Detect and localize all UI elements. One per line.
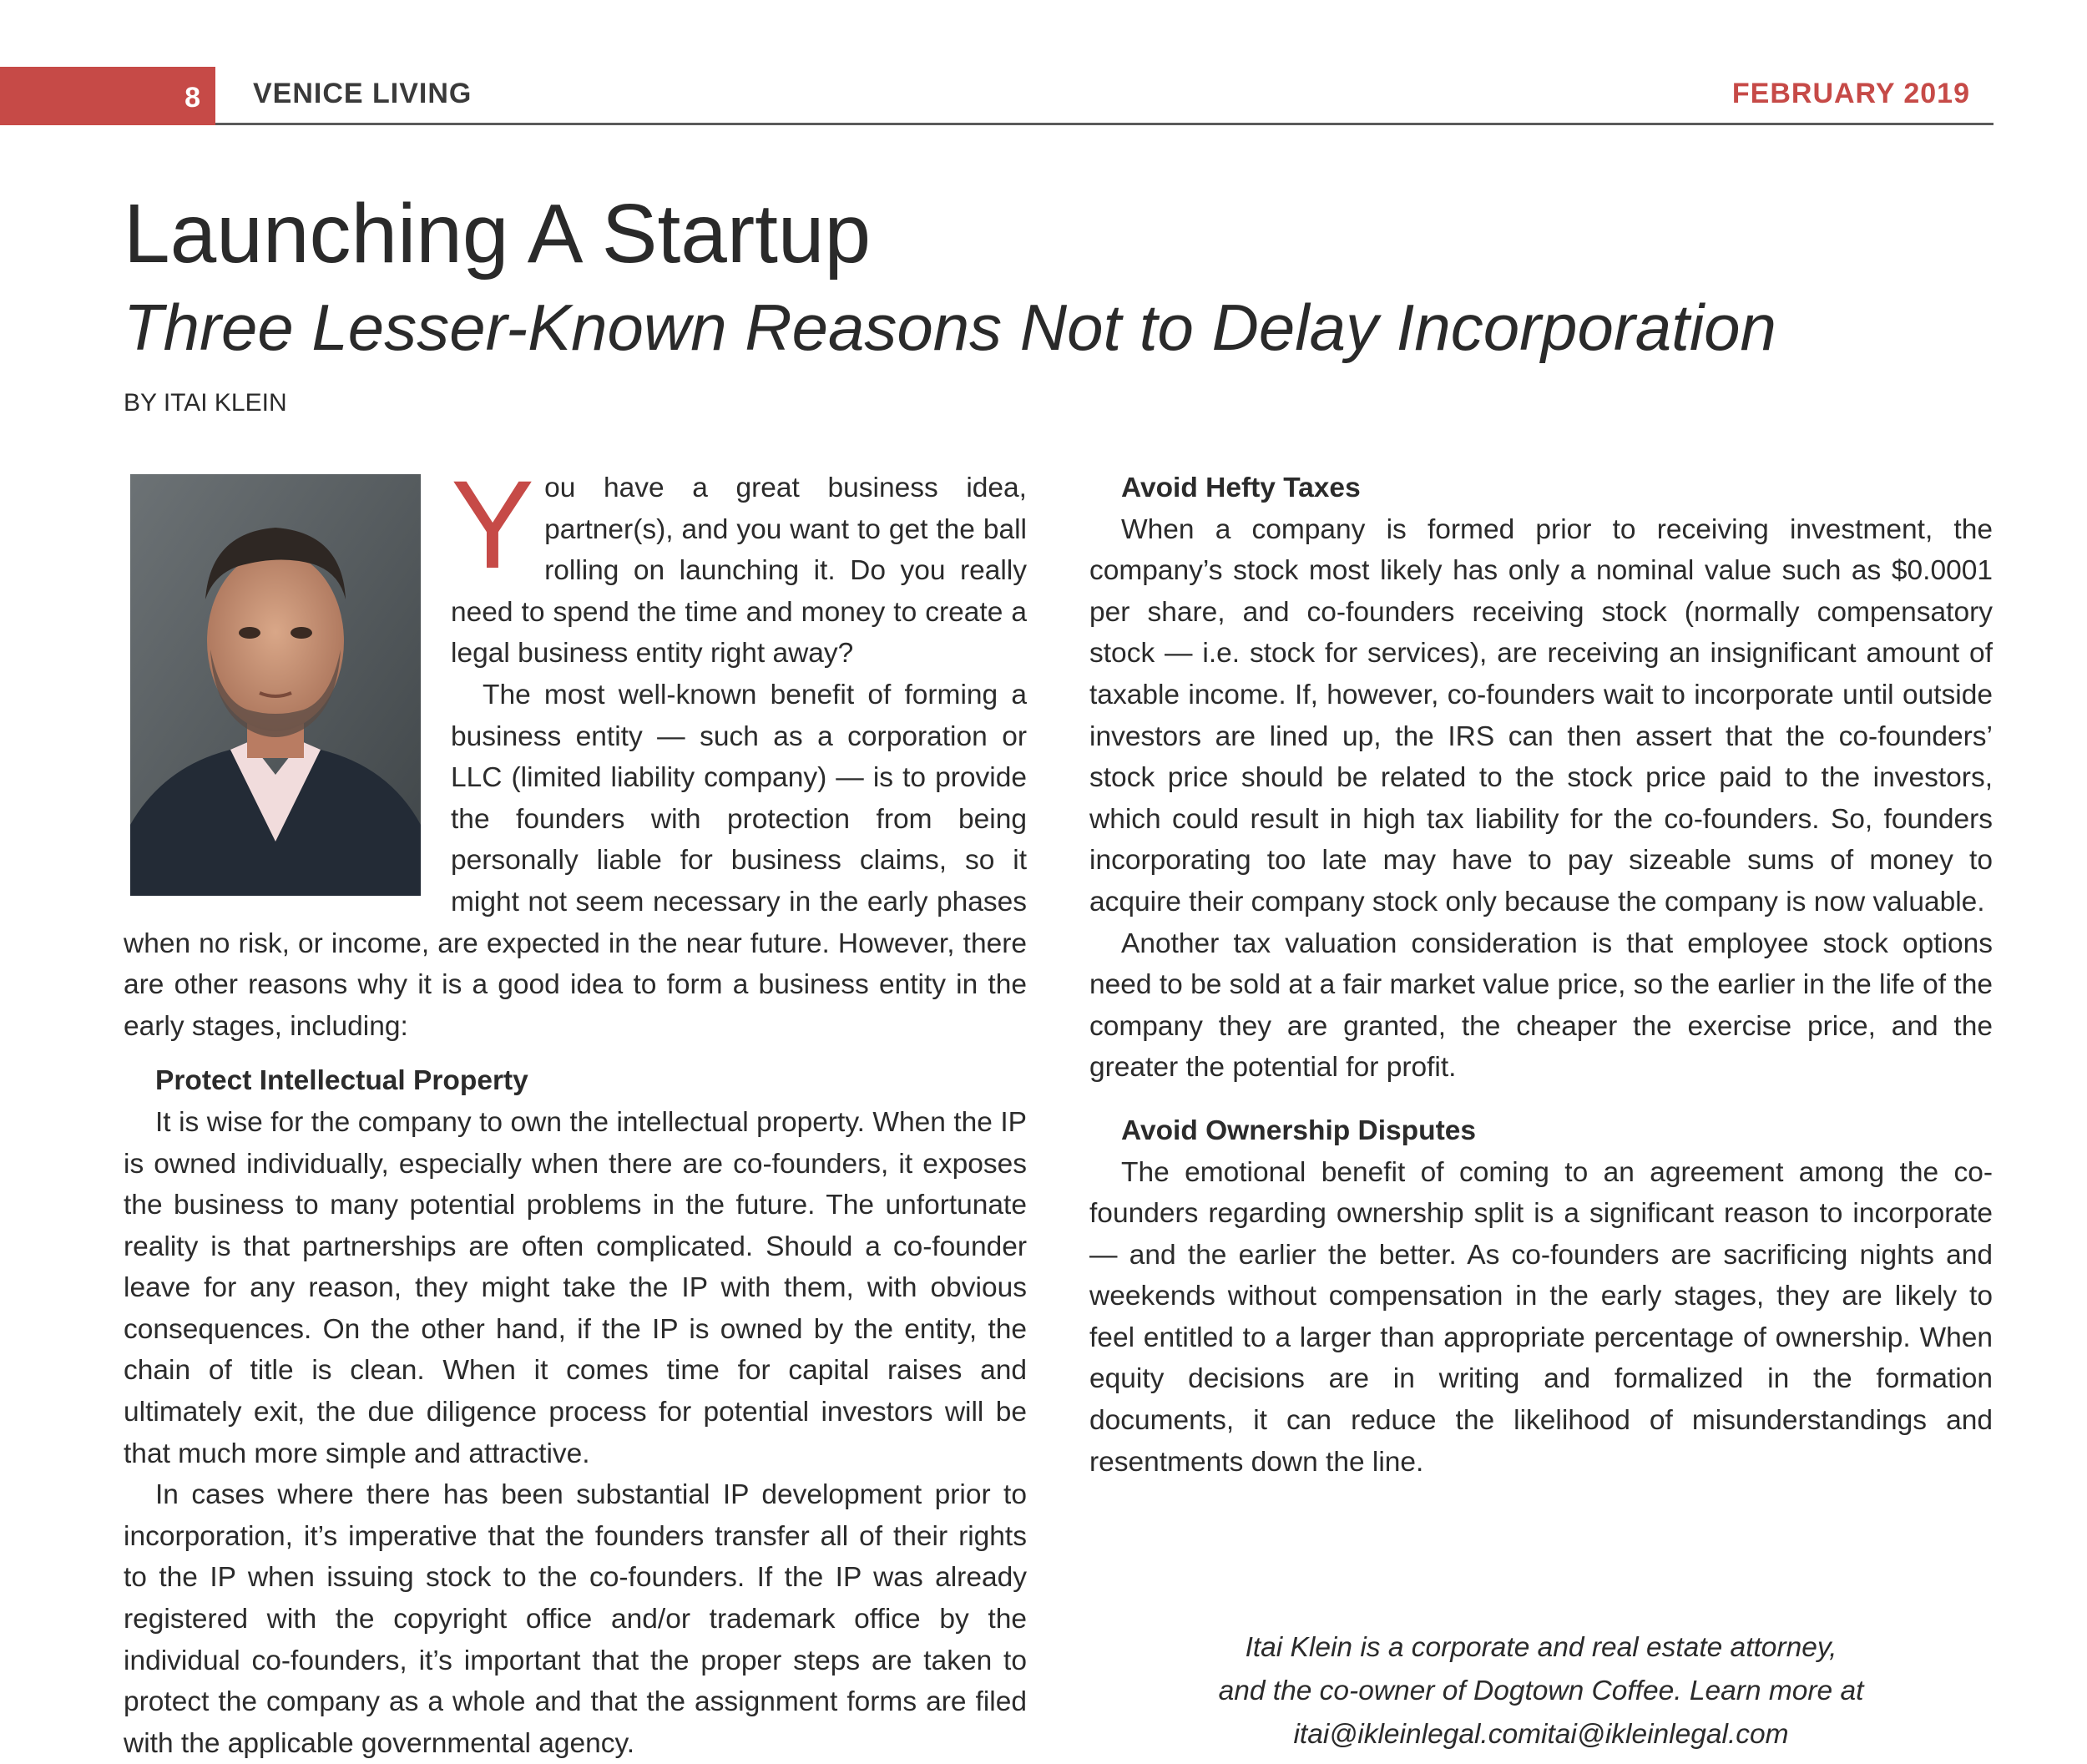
author-portrait-image — [130, 474, 421, 896]
bio-line-2: and the co-owner of Dogtown Coffee. Learn more at — [1218, 1676, 1864, 1706]
ip-paragraph-2: In cases where there has been substantial IP development prior to incorporation, it’s imperative that the founders transfer all of their rights to the IP when issuing stock to the co-founders. If the IP was already registered with the copyright office and/or trademark office by the individual co-founders, it’s important that the proper steps are taken to protect the company as a whole and that the assignment forms are filed with the applicable governmental agency. — [124, 1479, 1027, 1759]
author-bio — [1089, 1626, 1993, 1756]
article-subtitle: Three Lesser-Known Reasons Not to Delay Incorporation — [124, 291, 1776, 364]
drop-cap: Y — [451, 454, 535, 594]
byline: BY ITAI KLEIN — [124, 389, 287, 417]
section-heading-ip: Protect Intellectual Property — [155, 1065, 528, 1097]
disputes-paragraph-1: The emotional benefit of coming to an agreement among the co-founders regarding ownership split is a significant reason to incorporate — and the earlier the better. As co-founders are sacrificing nights and weekends without compensation in the early stages, they are likely to feel entitled to a larger than appropriate percentage of ownership. When equity decisions are in writing and formalized in the formation documents, it can reduce the likelihood of misunderstandings and resentments down the line. — [1089, 1156, 1993, 1478]
section-heading-disputes: Avoid Ownership Disputes — [1121, 1115, 1477, 1146]
taxes-paragraph-2: Another tax valuation consideration is that employee stock options need to be sold at a fair market value price, so the earlier in the life of the company they are granted, the cheaper the exercise price, and the greater the potential for profit. — [1089, 927, 1993, 1084]
intro-paragraph-2: The most well-known benefit of forming a business entity — such as a corporation or LLC (limited liability company) — is to provide the founders with protection from being personally liable for business claims, so it might not seem necessary in the early phases when no risk, or income, are expected in the near future. However, there are other reasons why it is a good idea to form a business entity in the early stages, including: — [124, 679, 1027, 1042]
page-number: 8 — [184, 82, 200, 114]
bio-email: itai@ikleinlegal.comitai@ikleinlegal.com — [1293, 1719, 1789, 1750]
author-photo — [130, 474, 421, 896]
section-heading-taxes: Avoid Hefty Taxes — [1121, 473, 1361, 503]
right-column — [1089, 468, 1993, 1483]
section-name: VENICE LIVING — [253, 78, 472, 109]
issue-date: FEBRUARY 2019 — [1731, 78, 1970, 109]
taxes-paragraph-1: When a company is formed prior to receiving investment, the company’s stock most likely has only a nominal value such as $0.0001 per share, and co-founders receiving stock (normally compensatory stock — i.e. stock for services), are receiving an insignificant amount of taxable income. If, however, co-founders wait to incorporate until outside investors are lined up, the IRS can then assert that the co-founders’ stock price should be related to the stock price paid to the investors, which could result in high tax liability for the co-founders. So, founders incorporating too late may have to pay sizeable sums of money to acquire their company stock only because the company is now valuable. — [1089, 513, 1993, 917]
article-title: Launching A Startup — [124, 187, 872, 281]
intro-paragraph: ou have a great business idea, partner(s), and you want to get the ball rolling on launching it. Do you really need to spend the time and money to create a legal business entity right away? — [451, 473, 1027, 670]
ip-paragraph-1: It is wise for the company to own the intellectual property. When the IP is owned individually, especially when there are co-founders, it exposes the business to many potential problems in the future. The unfortunate reality is that partnerships are often complicated. Should a co-founder leave for any reason, they might take the IP with them, with obvious consequences. On the other hand, if the IP is owned by the entity, the chain of title is clean. When it comes time for capital raises and ultimately exit, the due diligence process for potential investors will be that much more simple and attractive. — [124, 1106, 1027, 1469]
left-column — [124, 454, 1027, 1764]
header-rule — [215, 123, 1994, 125]
bio-line-1: Itai Klein is a corporate and real estate attorney, — [1245, 1632, 1837, 1663]
